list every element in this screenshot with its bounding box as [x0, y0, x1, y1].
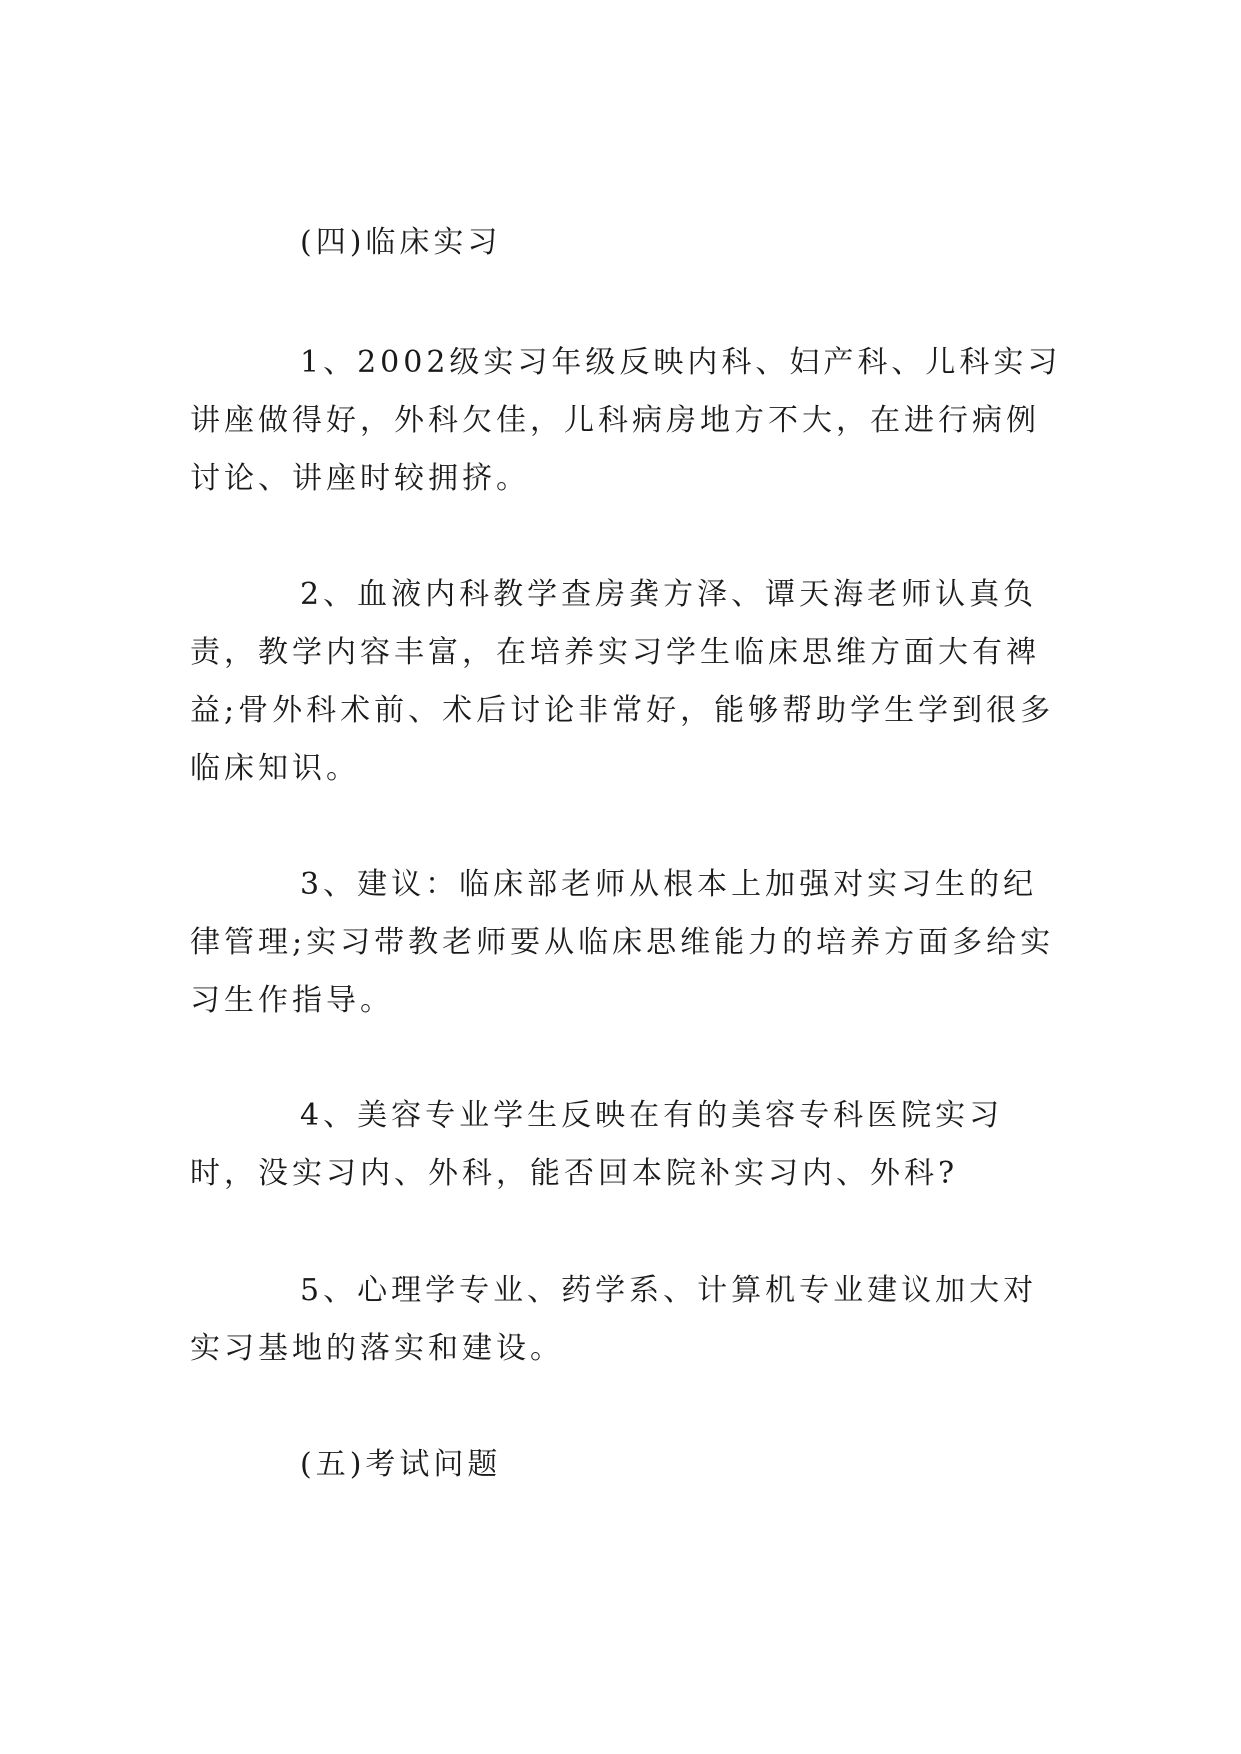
paragraph-item-2: 2、血液内科教学查房龚方泽、谭天海老师认真负责，教学内容丰富，在培养实习学生临床思维方面大有裨益;骨外科术前、术后讨论非常好，能够帮助学生学到很多临床知识。 — [190, 577, 1055, 786]
paragraph-item-5: 5、心理学专业、药学系、计算机专业建议加大对实习基地的落实和建设。 — [190, 1273, 1038, 1366]
paragraph-item-3: 3、建议：临床部老师从根本上加强对实习生的纪律管理;实习带教老师要从临床思维能力的培养方面多给实习生作指导。 — [190, 867, 1055, 1018]
paragraph-item-1: 1、2002级实习年级反映内科、妇产科、儿科实习讲座做得好，外科欠佳，儿科病房地方不大，在进行病例讨论、讲座时较拥挤。 — [190, 345, 1062, 496]
section-heading-exam-issues: (五)考试问题 — [300, 1447, 502, 1482]
paragraph-item-4: 4、美容专业学生反映在有的美容专科医院实习时，没实习内、外科，能否回本院补实习内、外科? — [190, 1098, 1004, 1191]
section-heading-clinical-internship: (四)临床实习 — [300, 225, 502, 260]
